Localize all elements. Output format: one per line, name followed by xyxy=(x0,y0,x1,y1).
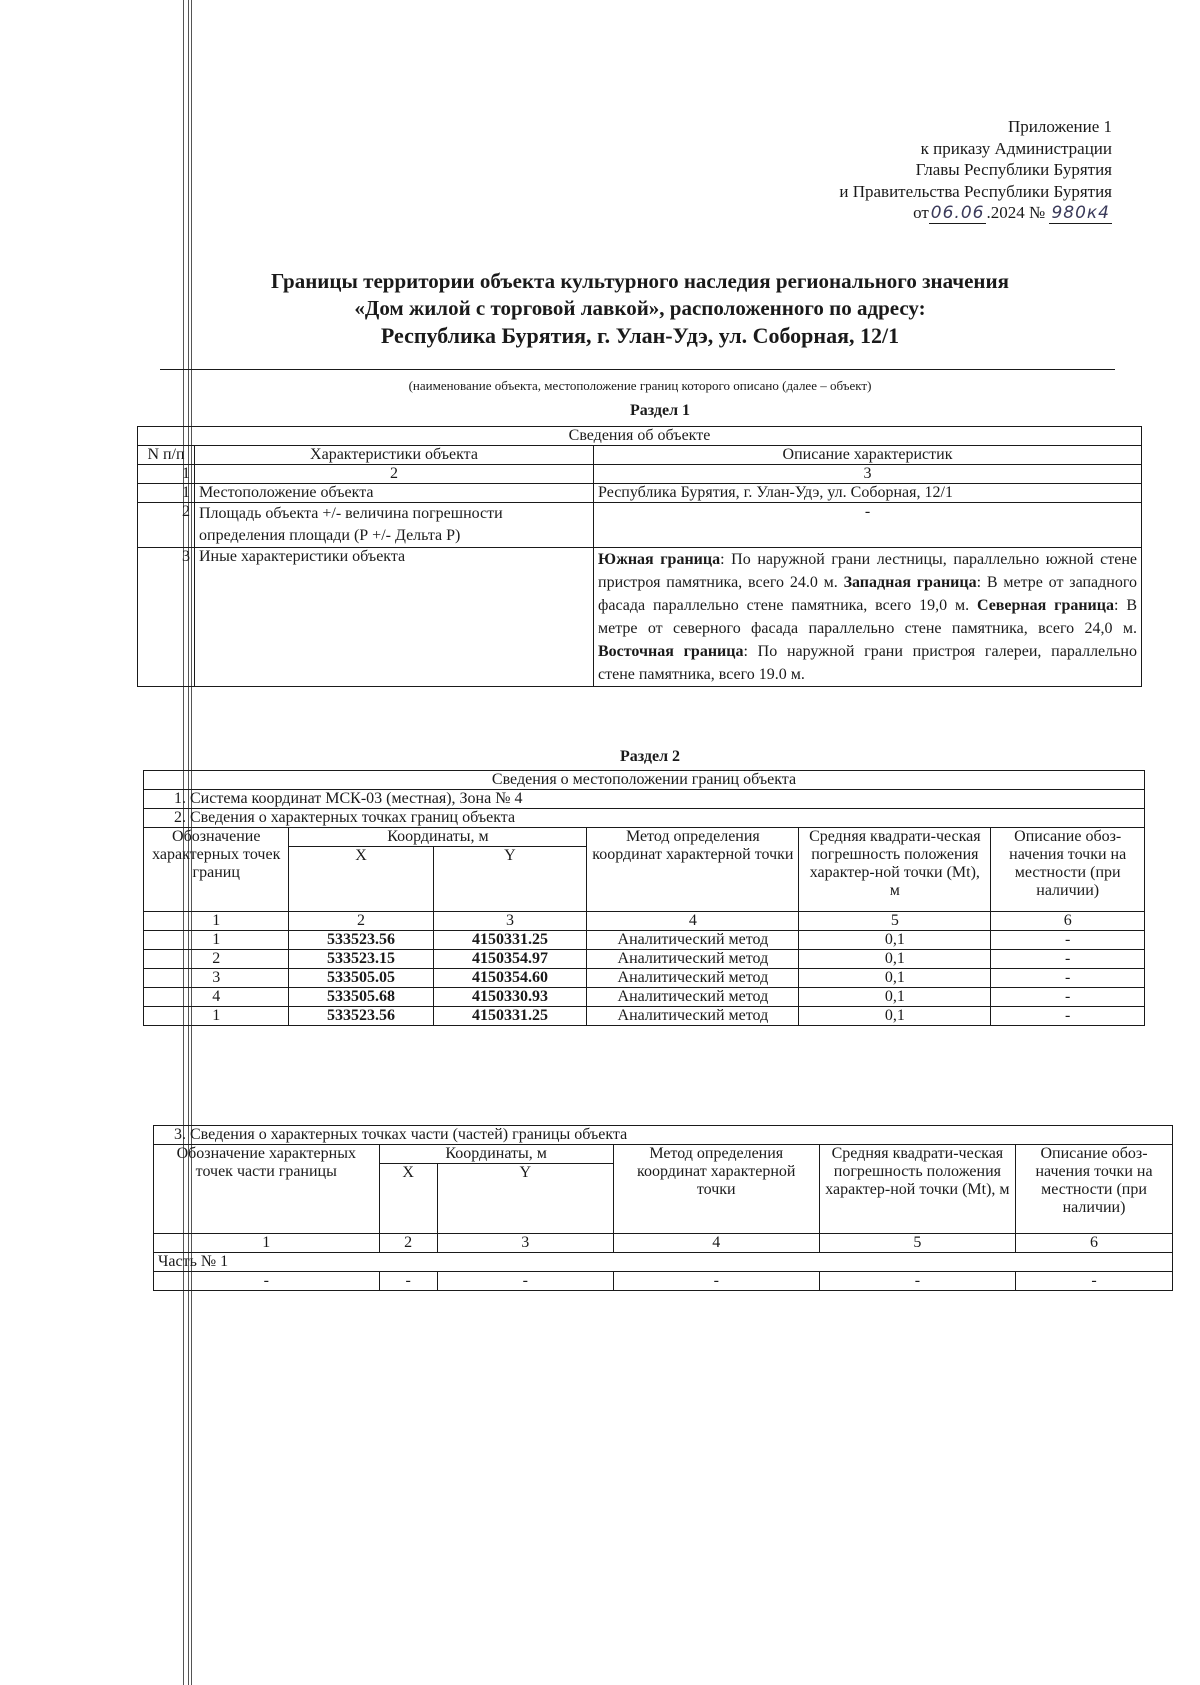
title-caption: (наименование объекта, местоположение границ которого описано (далее – объект) xyxy=(408,378,872,393)
title-underline xyxy=(160,369,1115,370)
table-row xyxy=(154,1272,1173,1291)
coordinate-system: 1. Система координат МСК-03 (местная), Зона № 4 xyxy=(144,790,1145,809)
row-value-description xyxy=(594,548,1142,687)
north-border-label: Северная граница xyxy=(976,597,1114,614)
appendix-line: Приложение 1 xyxy=(1008,117,1112,136)
table-title: Сведения о местоположении границ объекта xyxy=(144,771,1145,790)
header-y: Y xyxy=(433,847,587,912)
section-1-title: Раздел 1 xyxy=(629,402,691,419)
part-dash: - xyxy=(819,1272,1015,1291)
table-row xyxy=(138,503,1142,548)
south-border-label: Южная граница xyxy=(598,551,721,568)
point-y: 4150354.60 xyxy=(433,969,587,988)
table-row xyxy=(154,1253,1173,1272)
section-2-title: Раздел 2 xyxy=(619,748,681,765)
row-number: 2 xyxy=(138,503,195,548)
point-y: 4150331.25 xyxy=(433,931,587,950)
point-desc: - xyxy=(991,950,1145,969)
authority-line: Главы Республики Бурятия xyxy=(915,160,1112,179)
header-error: Средняя квадрати-ческая погрешность положения характер-ной точки (Mt), м xyxy=(819,1145,1015,1234)
header-x: X xyxy=(379,1164,437,1234)
appendix-header xyxy=(839,116,1112,225)
section-3-table xyxy=(153,1125,1173,1291)
point-id: 3 xyxy=(144,969,289,988)
date-number-line: от 06.06 .2024 № 980к4 xyxy=(913,203,1110,223)
header-y: Y xyxy=(437,1164,613,1234)
header-method: Метод определения координат характерной точки xyxy=(613,1145,819,1234)
point-method: Аналитический метод xyxy=(587,1007,799,1026)
handwritten-date: 06.06 xyxy=(930,203,985,223)
point-y: 4150354.97 xyxy=(433,950,587,969)
col-number: 4 xyxy=(587,912,799,931)
header-coords: Координаты, м xyxy=(379,1145,613,1164)
part-dash: - xyxy=(154,1272,380,1291)
part-label: Часть № 1 xyxy=(154,1253,1173,1272)
row-name: Иные характеристики объекта xyxy=(195,548,594,687)
parts-subtitle: 3. Сведения о характерных точках части (частей) границы объекта xyxy=(154,1126,1173,1145)
row-value: Республика Бурятия, г. Улан-Удэ, ул. Соборная, 12/1 xyxy=(594,484,1142,503)
handwritten-number: 980к4 xyxy=(1051,203,1110,223)
point-x: 533505.05 xyxy=(289,969,433,988)
east-border-label: Восточная граница xyxy=(598,643,744,660)
section-2-table xyxy=(143,770,1145,1026)
point-y: 4150330.93 xyxy=(433,988,587,1007)
point-desc: - xyxy=(991,988,1145,1007)
section-1-table xyxy=(137,426,1142,687)
title-line-2: «Дом жилой с торговой лавкой», расположенного по адресу: xyxy=(354,296,926,320)
part-dash: - xyxy=(613,1272,819,1291)
header-x: X xyxy=(289,847,433,912)
point-x: 533505.68 xyxy=(289,988,433,1007)
header-method: Метод определения координат характерной точки xyxy=(587,828,799,912)
row-value: - xyxy=(594,503,1142,548)
col-header-description: Описание характеристик xyxy=(594,446,1142,465)
col-number: 2 xyxy=(195,465,594,484)
col-number: 3 xyxy=(433,912,587,931)
point-method: Аналитический метод xyxy=(587,988,799,1007)
point-id: 1 xyxy=(144,931,289,950)
col-number: 4 xyxy=(613,1234,819,1253)
west-border-text: : В метре от западного фасада параллельно стене памятника, всего 19,0 м. xyxy=(598,574,1138,614)
title-line-1: Границы территории объекта культурного наследия регионального значения xyxy=(270,269,1009,293)
table-row xyxy=(138,484,1142,503)
col-header-characteristic: Характеристики объекта xyxy=(195,446,594,465)
col-number: 3 xyxy=(437,1234,613,1253)
table-title: Сведения об объекте xyxy=(138,427,1142,446)
point-desc: - xyxy=(991,931,1145,950)
point-method: Аналитический метод xyxy=(587,931,799,950)
col-header-number: N п/п xyxy=(138,446,195,465)
point-id: 1 xyxy=(144,1007,289,1026)
table-row xyxy=(144,931,1145,950)
col-number: 1 xyxy=(144,912,289,931)
col-number: 2 xyxy=(289,912,433,931)
point-mt: 0,1 xyxy=(799,969,991,988)
col-number: 2 xyxy=(379,1234,437,1253)
point-method: Аналитический метод xyxy=(587,950,799,969)
header-description: Описание обоз-начения точки на местности (при наличии) xyxy=(991,828,1145,912)
row-number: 3 xyxy=(138,548,195,687)
east-border-text: : По наружной грани пристроя галереи, параллельно стене памятника, всего 19.0 м. xyxy=(598,643,1137,683)
point-mt: 0,1 xyxy=(799,950,991,969)
col-number: 5 xyxy=(799,912,991,931)
title-line-3: Республика Бурятия, г. Улан-Удэ, ул. Соборная, 12/1 xyxy=(380,323,900,348)
header-point: Обозначение характерных точек границ xyxy=(144,828,289,912)
header-description: Описание обоз-начения точки на местности (при наличии) xyxy=(1016,1145,1173,1234)
col-number: 1 xyxy=(138,465,195,484)
point-x: 533523.15 xyxy=(289,950,433,969)
col-number: 3 xyxy=(594,465,1142,484)
part-dash: - xyxy=(1016,1272,1173,1291)
table-row xyxy=(144,969,1145,988)
point-method: Аналитический метод xyxy=(587,969,799,988)
part-dash: - xyxy=(379,1272,437,1291)
table-row xyxy=(144,950,1145,969)
point-mt: 0,1 xyxy=(799,988,991,1007)
point-y: 4150331.25 xyxy=(433,1007,587,1026)
south-border-text: : По наружной грани лестницы, параллельно южной стене пристроя памятника, всего 24.0 м. xyxy=(598,551,1138,591)
point-mt: 0,1 xyxy=(799,1007,991,1026)
point-desc: - xyxy=(991,1007,1145,1026)
col-number: 1 xyxy=(154,1234,380,1253)
document-title xyxy=(160,268,1120,349)
table-row xyxy=(138,548,1142,687)
point-x: 533523.56 xyxy=(289,1007,433,1026)
table-row xyxy=(144,1007,1145,1026)
table-row xyxy=(144,988,1145,1007)
government-line: и Правительства Республики Бурятия xyxy=(839,181,1112,201)
point-desc: - xyxy=(991,969,1145,988)
order-line: к приказу Администрации xyxy=(920,138,1112,158)
point-x: 533523.56 xyxy=(289,931,433,950)
col-number: 6 xyxy=(1016,1234,1173,1253)
year-label: 2024 № xyxy=(990,203,1046,222)
row-name: Площадь объекта +/- величина погрешности определения площади (Р +/- Дельта Р) xyxy=(195,503,594,548)
point-mt: 0,1 xyxy=(799,931,991,950)
col-number: 6 xyxy=(991,912,1145,931)
north-border-text: : В метре от северного фасада параллельно стене памятника, всего 24,0 м. xyxy=(598,597,1137,637)
points-subtitle: 2. Сведения о характерных точках границ объекта xyxy=(144,809,1145,828)
header-point: Обозначение характерных точек части границы xyxy=(154,1145,380,1234)
date-prefix: от xyxy=(913,203,929,222)
point-id: 2 xyxy=(144,950,289,969)
col-number: 5 xyxy=(819,1234,1015,1253)
header-coords: Координаты, м xyxy=(289,828,587,847)
west-border-label: Западная граница xyxy=(843,574,977,591)
row-name: Местоположение объекта xyxy=(195,484,594,503)
part-dash: - xyxy=(437,1272,613,1291)
header-error: Средняя квадрати-ческая погрешность положения характер-ной точки (Mt), м xyxy=(799,828,991,912)
row-number: 1 xyxy=(138,484,195,503)
point-id: 4 xyxy=(144,988,289,1007)
